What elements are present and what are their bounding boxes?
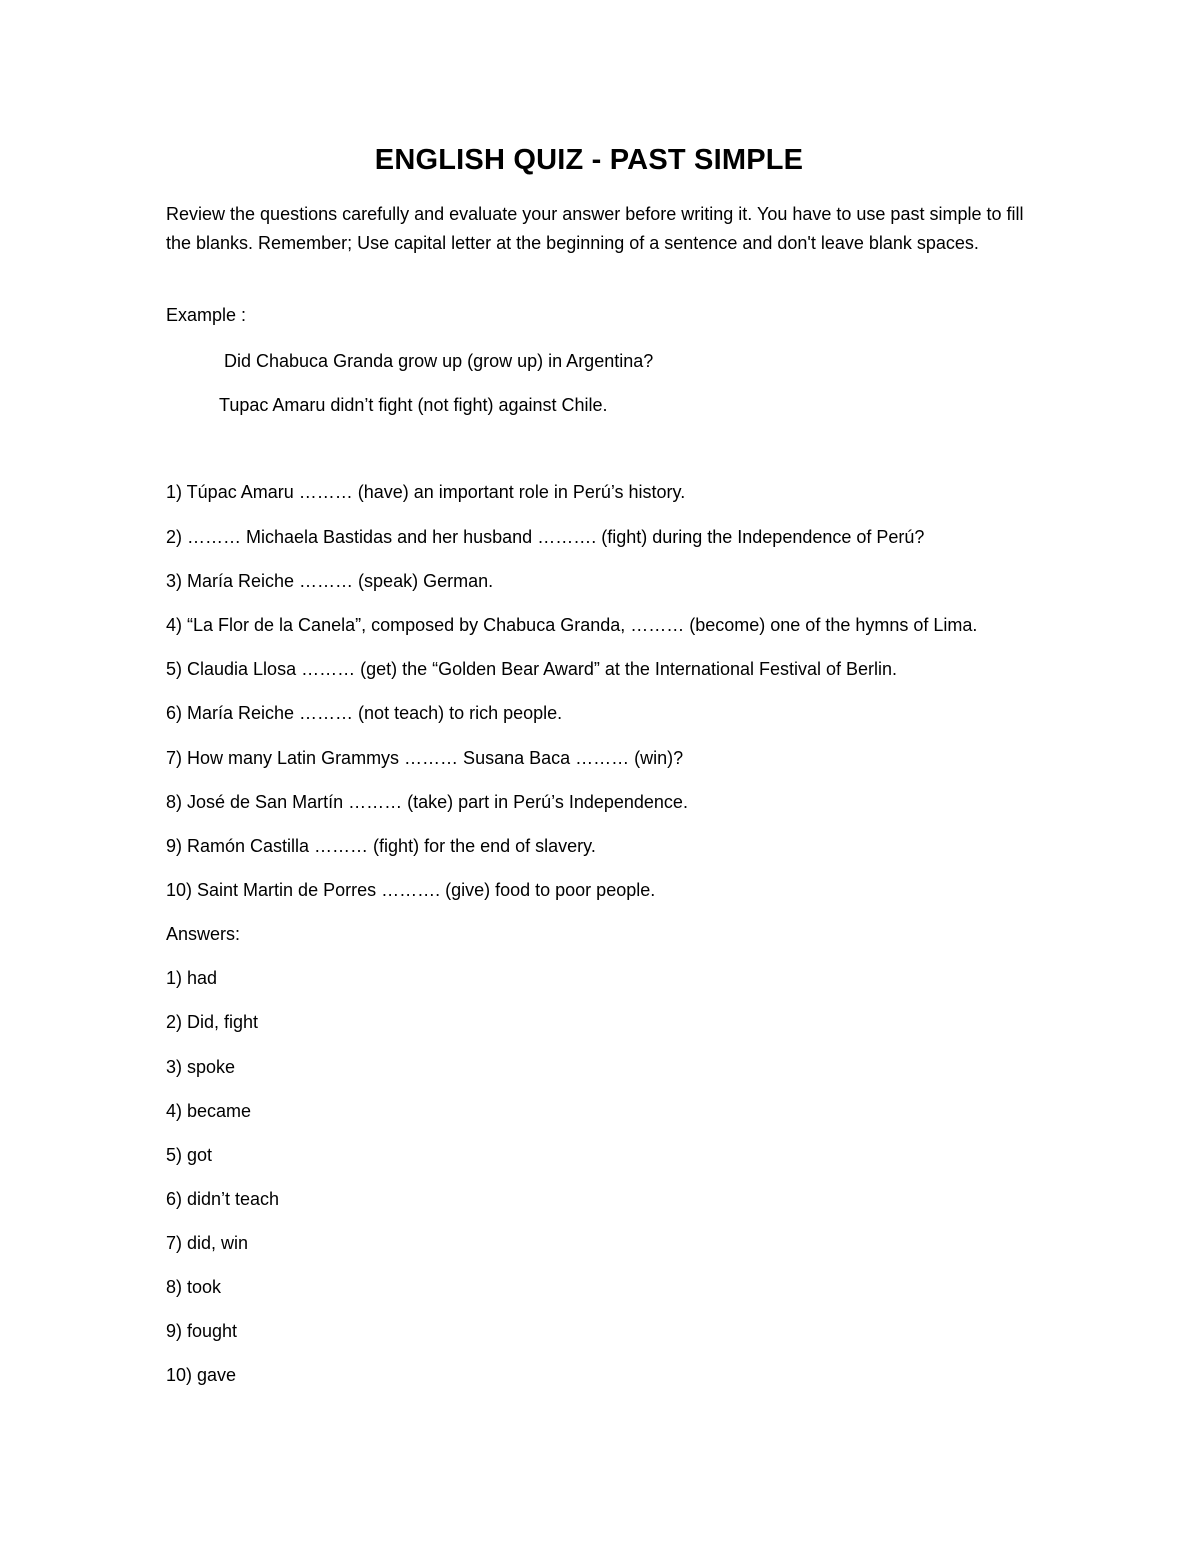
answer-item: 7) did, win xyxy=(166,1233,249,1253)
example-line: Tupac Amaru didn’t fight (not fight) against Chile. xyxy=(219,395,608,415)
question-item: 1) Túpac Amaru ……… (have) an important role in Perú’s history. xyxy=(166,482,686,502)
answer-item: 1) had xyxy=(166,968,218,988)
answer-item: 5) got xyxy=(166,1145,213,1165)
question-item: 9) Ramón Castilla ……… (fight) for the end of slavery. xyxy=(166,836,596,856)
answer-item: 4) became xyxy=(166,1101,252,1121)
question-item: 10) Saint Martin de Porres ………. (give) food to poor people. xyxy=(166,880,656,900)
answer-item: 6) didn’t teach xyxy=(166,1189,280,1209)
question-item: 8) José de San Martín ……… (take) part in Perú’s Independence. xyxy=(166,792,688,812)
intro-paragraph: Review the questions carefully and evaluate your answer before writing it. You have to use past simple to fill the blanks. Remember; Use capital letter at the beginning of a sentence and don't leave blank spaces. xyxy=(166,204,1024,253)
question-item: 7) How many Latin Grammys ……… Susana Baca ……… (win)? xyxy=(166,748,684,768)
question-item: 2) ……… Michaela Bastidas and her husband ………. (fight) during the Independence of Perú? xyxy=(166,527,925,547)
answer-item: 8) took xyxy=(166,1277,222,1297)
example-line: Did Chabuca Granda grow up (grow up) in Argentina? xyxy=(224,351,654,371)
question-item: 5) Claudia Llosa ……… (get) the “Golden Bear Award” at the International Festival of Berlin. xyxy=(166,659,898,679)
example-label: Example : xyxy=(166,305,247,325)
answer-item: 3) spoke xyxy=(166,1057,236,1077)
question-item: 6) María Reiche ……… (not teach) to rich people. xyxy=(166,703,563,723)
answer-item: 9) fought xyxy=(166,1321,238,1341)
page-title: ENGLISH QUIZ - PAST SIMPLE xyxy=(374,144,804,176)
question-item: 3) María Reiche ……… (speak) German. xyxy=(166,571,494,591)
answer-item: 10) gave xyxy=(166,1365,237,1385)
question-item: 4) “La Flor de la Canela”, composed by Chabuca Granda, ……… (become) one of the hymns of Lima. xyxy=(166,615,978,635)
answers-label: Answers: xyxy=(166,924,241,944)
answer-item: 2) Did, fight xyxy=(166,1012,259,1032)
